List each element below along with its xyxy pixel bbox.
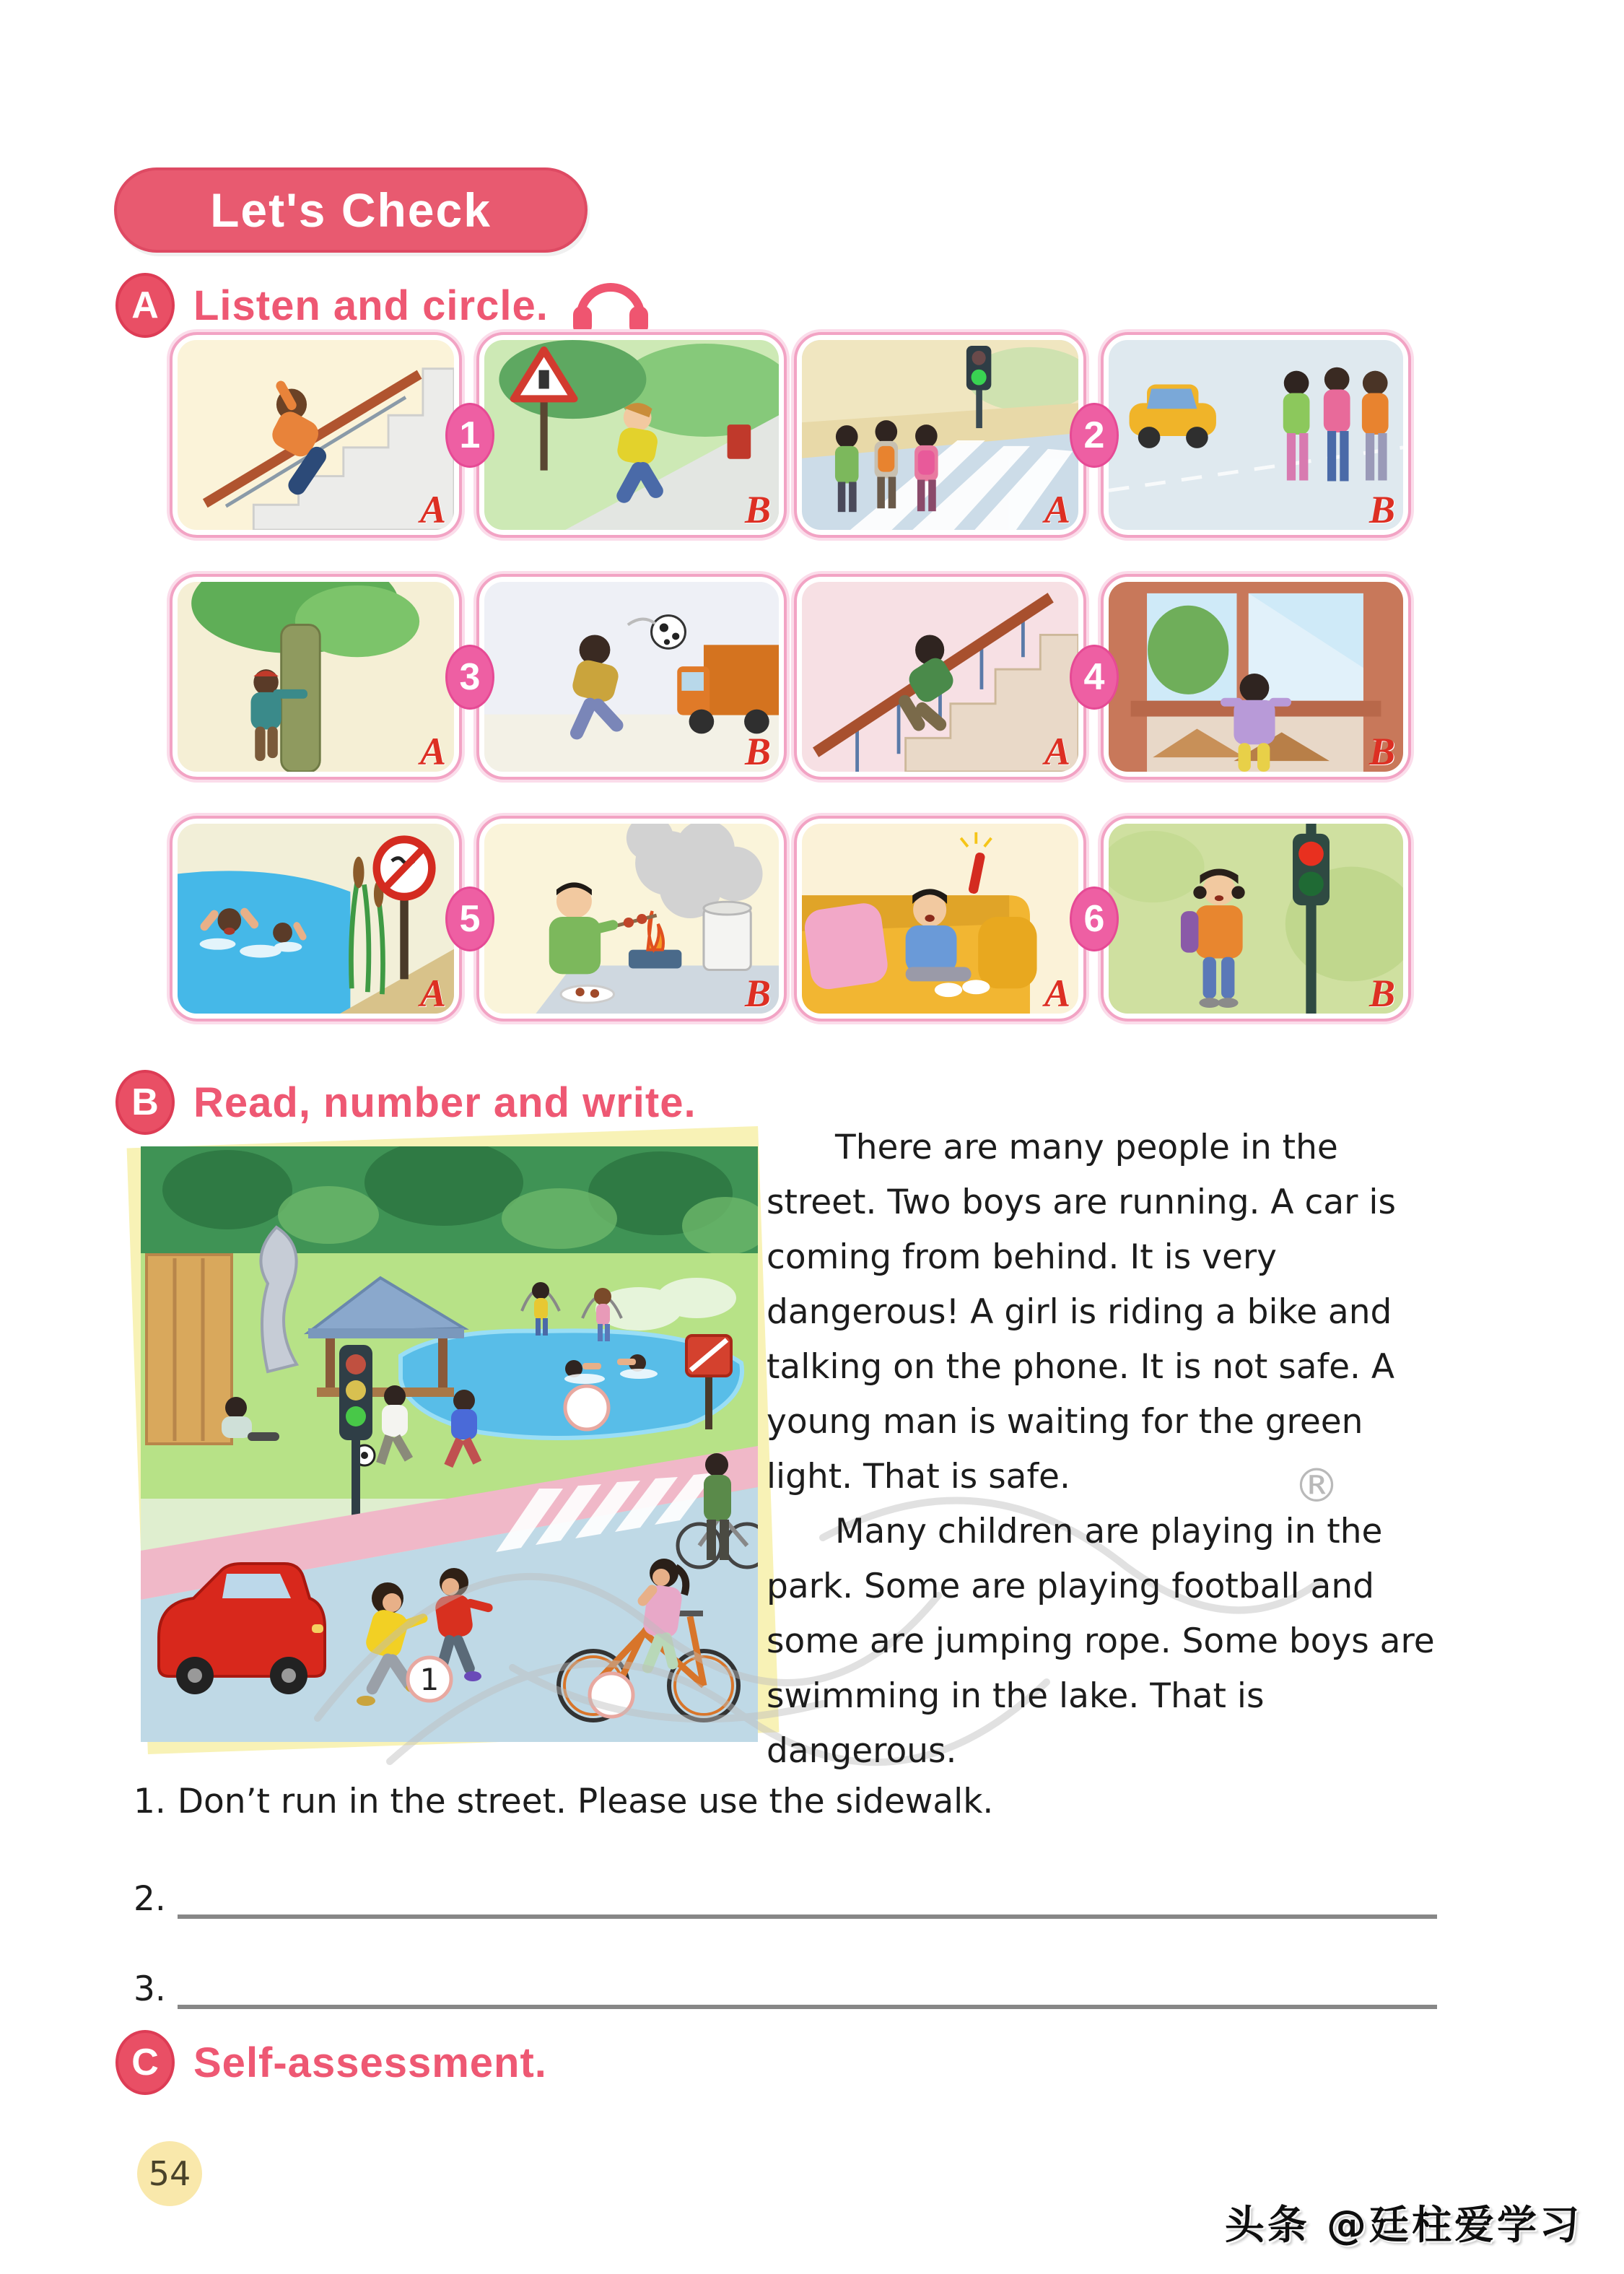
picture-1a-boy-sliding-stair-railing[interactable] [170,332,462,538]
answer-2-number: 2. [134,1879,166,1919]
answer-1-number: 1. [134,1782,166,1821]
answer-item-2 [134,1874,1437,1919]
illustration-3a [178,582,454,772]
answer-3-write-line[interactable] [178,1964,1437,2009]
illustration-5a [178,824,454,1014]
passage-paragraph-2: Many children are playing in the park. Some are playing football and some are jumping rope. Some boys are swimming in the lake. That is dangerous. [767,1512,1435,1771]
pair-2 [794,332,1411,538]
picture-2a-children-crossing-at-green-light[interactable] [794,332,1086,538]
section-c-title: Self-assessment. [193,2039,547,2086]
pair-4-number: 4 [1070,645,1119,710]
picture-3b-boy-chasing-ball-near-truck[interactable] [476,574,787,780]
illustration-2b [1109,340,1403,530]
picture-3a-child-climbing-tree[interactable] [170,574,462,780]
answer-item-1 [134,1782,993,1821]
section-c-badge: C [115,2030,175,2095]
pair-1-number: 1 [445,403,494,468]
picture-4b-child-leaning-out-window[interactable] [1101,574,1411,780]
scene-marker-1-value: 1 [419,1662,440,1697]
answer-2-write-line[interactable] [178,1874,1437,1919]
picture-2b-children-in-street-car-coming[interactable] [1101,332,1411,538]
illustration-4a [802,582,1078,772]
illustration-2a [802,340,1078,530]
answer-3-number: 3. [134,1969,166,2009]
scene-marker-1[interactable] [408,1657,451,1701]
illustration-3b [484,582,779,772]
registered-trademark-mark: ® [1293,1460,1340,1513]
picture-6a-boy-playing-with-fire-on-sofa[interactable] [794,816,1086,1021]
reading-passage [767,1120,1441,1779]
illustration-6b [1109,824,1403,1014]
section-a-badge: A [115,273,175,338]
option-letter: A [1044,972,1070,1015]
option-letter: A [1044,730,1070,773]
option-letter: B [1368,730,1395,773]
park-street-scene [141,1146,758,1742]
picture-5a-swimming-by-no-swimming-sign[interactable] [170,816,462,1021]
illustration-4b [1109,582,1403,772]
pair-3 [170,574,787,780]
section-b-header [115,1070,697,1135]
option-letter: A [419,488,446,531]
picture-1b-boy-running-on-road[interactable] [476,332,787,538]
park-street-scene-illustration [141,1146,758,1742]
section-a-header [115,273,654,338]
option-letter: B [1368,488,1395,531]
pair-3-number: 3 [445,645,494,710]
scene-marker-2[interactable] [590,1673,633,1717]
option-letter: B [744,730,771,773]
page-number-badge: 54 [137,2141,202,2206]
option-letter: B [744,972,771,1015]
option-letter: B [744,488,771,531]
option-letter: A [1044,488,1070,531]
section-a-title: Listen and circle. [193,282,549,329]
illustration-6a [802,824,1078,1014]
option-letter: B [1368,972,1395,1015]
picture-5b-boy-cooking-smoky-fire[interactable] [476,816,787,1021]
pair-5 [170,816,787,1021]
headphones-icon[interactable] [567,273,654,338]
answer-1-text: Don’t run in the street. Please use the sidewalk. [177,1782,994,1821]
scene-marker-3[interactable] [565,1386,608,1429]
option-letter: A [419,730,446,773]
illustration-1b [484,340,779,530]
pair-2-number: 2 [1070,403,1119,468]
section-b-title: Read, number and write. [193,1079,697,1126]
pair-6-number: 6 [1070,886,1119,951]
picture-6b-girl-waiting-at-red-light[interactable] [1101,816,1411,1021]
illustration-5b [484,824,779,1014]
picture-4a-boy-sliding-banister[interactable] [794,574,1086,780]
section-b-badge: B [115,1070,175,1135]
lets-check-banner: Let's Check [114,167,588,253]
toutiao-watermark: 头条 @廷柱爱学习 [1224,2202,1582,2248]
pair-6 [794,816,1411,1021]
passage-paragraph-1: There are many people in the street. Two boys are running. A car is coming from behind. It is very dangerous! A girl is riding a bike and talking on the phone. It is not safe. A young man is waiting for the green light. That is safe. [767,1128,1396,1497]
pair-4 [794,574,1411,780]
pair-1 [170,332,787,538]
illustration-1a [178,340,454,530]
section-c-header [115,2030,547,2095]
pair-5-number: 5 [445,886,494,951]
answer-item-3 [134,1964,1437,2009]
option-letter: A [419,972,446,1015]
